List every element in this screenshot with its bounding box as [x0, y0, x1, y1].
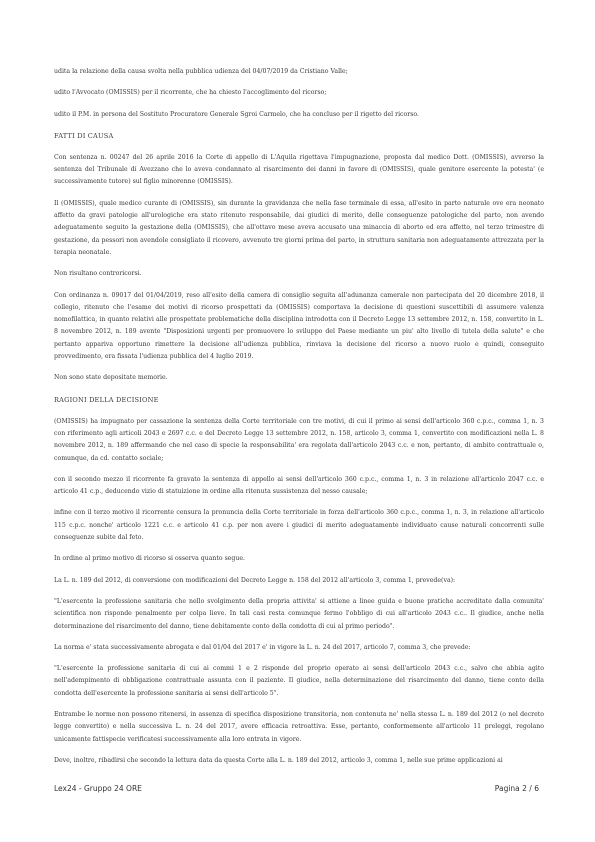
document-body [54, 66, 544, 776]
paragraph-secondo-motivo: con il secondo mezzo il ricorrente fa gravato la sentenza di appello ai sensi dell'articolo 360 c.p.c., comma 1, n. 3 in relazione all'articolo 2047 c.c. e articolo 41 c.p., deducendo vizio di statuizione in ordine alla ritenuta sussistenza del nesso causale; [54, 475, 544, 496]
paragraph-entrambe: Entrambe le norme non possono ritenersi, in assenza di specifica disposizione transitoria, non contenuta ne' nella stessa L. n. 189 del 2012 (o nel decreto legge convertito) e nella successiva L. n. 24 del 2017, avere efficacia retroattiva. Esse, pertanto, conformemente all'articolo 11 preleggi, regolano unicamente fattispecie verificatesi successivamente alla loro entrata in vigore. [54, 710, 544, 743]
section-heading-fatti: FATTI DI CAUSA [54, 131, 114, 140]
paragraph-citazione-1: "L'esercente la professione sanitaria che nello svolgimento della propria attivita' si attiene a linee guida e buone pratiche accreditate dalla comunita' scientifica non risponde penalmente per colpa lieve. In tali casi resta comunque fermo l'obbligo di cui all'articolo 2043 c.c.. Il giudice, anche nella determinazione del risarcimento del danno, tiene debitamente conto della condotta di cui al primo periodo". [54, 597, 544, 630]
paragraph-terzo-motivo: infine con il terzo motivo il ricorrente censura la pronuncia della Corte territoriale in forza dell'articolo 360 c.p.c., comma 1, n. 3, in relazione all'articolo 115 c.p.c. nonche' articolo 1221 c.c. e articolo 41 c.p. per non avere i giudici di merito adeguatamente individuato cause naturali concorrenti sulle conseguenze subite dal feto. [54, 509, 544, 542]
paragraph-abrogata: La norma e' stata successivamente abrogata e dal 01/04 del 2017 e' in vigore la L. n. 24 del 2017, articolo 7, comma 3, che prevede: [54, 643, 471, 651]
paragraph-medico: Il (OMISSIS), quale medico curante di (OMISSIS), sin durante la gravidanza che nella fase terminale di essa, all'esito in parto naturale ove era neonato affetto da gravi patologie all'urologiche era stato ritenuto responsabile, dai giudici di merito, delle conseguenze patologiche del parto, non avendo adeguatamente seguito la gestazione della (OMISSIS), che all'ottavo mese aveva accusato una minaccia di aborto ed era affetto, nel terzo trimestre di gestazione, da pessori non avendole consigliato il ricovero, avvenuto tre giorni prima del parto, in struttura sanitaria non adeguatamente attrezzata per la terapia neonatale. [54, 199, 544, 256]
paragraph-sentenza: Con sentenza n. 00247 del 26 aprile 2016 la Corte di appello di L'Aquila rigettava l'impugnazione, proposta dal medico Dott. (OMISSIS), avverso la sentenza del Tribunale di Avezzano che lo aveva condannato al risarcimento dei danni in favore di (OMISSIS), quale genitore esercente la potesta' (e successivamente tutore) sul figlio minorenne (OMISSIS). [54, 153, 544, 186]
paragraph-controricorsi: Non risultano controricorsi. [54, 270, 142, 278]
paragraph-avvocato: udito l'Avvocato (OMISSIS) per il ricorrente, che ha chiesto l'accoglimento del ricorso; [54, 89, 327, 97]
paragraph-legge-189: La L. n. 189 del 2012, di conversione con modificazioni del Decreto Legge n. 158 del 2012 all'articolo 3, comma 1, prevede(va): [54, 576, 456, 584]
footer-source: Lex24 - Gruppo 24 ORE [54, 784, 142, 793]
paragraph-primo-motivo: (OMISSIS) ha impugnato per cassazione la sentenza della Corte territoriale con tre motivi, di cui il primo ai sensi dell'articolo 360 c.p.c., comma 1, n. 3 con riferimento agli articoli 2043 e 2697 c.c. e del Decreto Legge 13 settembre 2012, n. 158, articolo 3, comma 1, convertito con modificazioni nella L. 8 novembre 2012, n. 189 affermando che nel caso di specie la responsabilita' era regolata dall'articolo 2043 c.c. e non, pertanto, di ambito contrattuale o, comunque, da cd. contatto sociale; [54, 417, 544, 462]
page-number: Pagina 2 / 6 [494, 784, 539, 793]
section-heading-ragioni: RAGIONI DELLA DECISIONE [54, 395, 159, 404]
paragraph-ordine-motivo: In ordine al primo motivo di ricorso si osserva quanto segue. [54, 555, 246, 563]
paragraph-citazione-2: "L'esercente la professione sanitaria di cui ai commi 1 e 2 risponde del proprio operato ai sensi dell'articolo 2043 c.c., salvo che abbia agito nell'adempimento di obbligazione contrattuale assunta con il paziente. Il giudice, nella determinazione del risarcimento del danno, tiene conto della condotta dell'esercente la professione sanitaria ai sensi dell'articolo 5". [54, 665, 544, 697]
paragraph-memorie: Non sono state depositate memorie. [54, 374, 168, 382]
paragraph-relazione: udita la relazione della causa svolta nella pubblica udienza del 04/07/2019 da Cristiano Valle; [54, 68, 348, 75]
paragraph-ribadirsi: Deve, inoltre, ribadirsi che secondo la lettura data da questa Corte alla L. n. 189 del 2012, articolo 3, comma 1, nelle sue prime applicazioni ai [54, 756, 503, 764]
paragraph-ordinanza: Con ordinanza n. 09017 del 01/04/2019, reso all'esito della camera di consiglio seguita all'adunanza camerale non partecipata del 20 dicembre 2018, il collegio, ritenuto che l'esame dei motivi di ricorso prospettati da (OMISSIS) comportava la decisione di questioni suscettibili di assumere valenza nomofilattica, in quanto relativi alle prospettate problematiche della disciplina introdotta con il Decreto Legge 13 settembre 2012, n. 158, convertito in L. 8 novembre 2012, n. 189 avente "Disposizioni urgenti per promuovere lo sviluppo del Paese mediante un piu' alto livello di tutela della salute" e che pertanto appariva opportuno rimettere la decisione all'udienza pubblica, rinviava la decisione del ricorso a nuovo ruolo e quindi, conseguito provvedimento, era fissata l'udienza pubblica del 4 luglio 2019. [54, 291, 544, 361]
paragraph-pm: udito il P.M. in persona del Sostituto Procuratore Generale Sgroi Carmelo, che ha concluso per il rigetto del ricorso. [54, 110, 419, 118]
